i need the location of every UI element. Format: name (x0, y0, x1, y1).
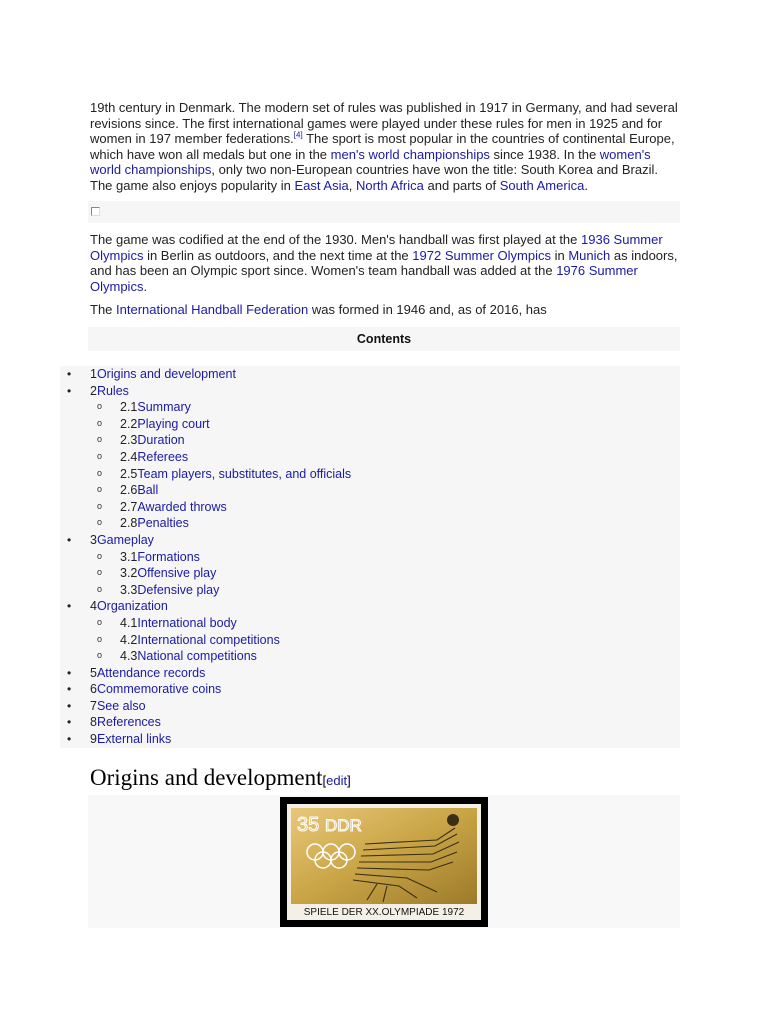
table-of-contents (60, 366, 680, 748)
broken-image-icon (91, 207, 100, 216)
citation-link[interactable]: [4] (293, 130, 303, 140)
toc-item[interactable] (60, 681, 680, 698)
intro-paragraph-3 (90, 302, 682, 318)
inline-link[interactable]: North Africa (355, 177, 424, 193)
inline-link[interactable]: South America (499, 177, 585, 193)
toc-link[interactable]: Referees (137, 449, 189, 464)
toc-number: 4.2 (120, 632, 138, 647)
section-heading-origins (90, 763, 680, 798)
toc-item[interactable] (60, 515, 680, 532)
intro-paragraph-2 (90, 232, 682, 294)
toc-item[interactable] (60, 598, 680, 615)
inline-link[interactable]: Munich (568, 247, 611, 263)
toc-link[interactable]: Playing court (137, 416, 210, 431)
toc-number: 4.1 (120, 615, 138, 630)
toc-item[interactable] (60, 731, 680, 748)
image-placeholder-bar (88, 201, 680, 223)
toc-link[interactable]: International body (137, 615, 237, 630)
toc-item[interactable] (60, 549, 680, 566)
section-heading-text: Origins and development (90, 765, 323, 790)
stamp-country: DDR (325, 816, 362, 835)
toc-link[interactable]: Attendance records (96, 665, 206, 680)
paragraph-text: since 1938. In the (489, 146, 600, 162)
edit-section-link[interactable]: [edit] (322, 773, 351, 788)
paragraph-text: The (90, 302, 117, 317)
paragraph-text: The sport is most popular in the countries of continental Europe, which have won all medals but one in the (90, 131, 675, 162)
toc-item[interactable] (60, 615, 680, 632)
toc-number: 9 (90, 732, 97, 747)
toc-link[interactable]: References (96, 715, 161, 730)
toc-item[interactable] (60, 432, 680, 449)
toc-link[interactable]: Defensive play (137, 582, 220, 597)
toc-item[interactable] (60, 532, 680, 549)
toc-link[interactable]: Organization (96, 599, 168, 614)
toc-link[interactable]: Summary (137, 400, 191, 415)
paragraph-text: as indoors, and has been an Olympic sport since. Women's team handball was added at the (90, 247, 678, 278)
toc-number: 2.3 (120, 433, 138, 448)
toc-item[interactable] (60, 466, 680, 483)
toc-link[interactable]: Awarded throws (137, 499, 227, 514)
toc-link[interactable]: Ball (137, 483, 159, 498)
toc-link[interactable]: International competitions (137, 632, 280, 647)
toc-item[interactable] (60, 416, 680, 433)
toc-link[interactable]: See also (96, 698, 146, 713)
inline-link[interactable]: East Asia (294, 177, 349, 193)
toc-item[interactable] (60, 499, 680, 516)
toc-link[interactable]: External links (96, 732, 172, 747)
toc-link[interactable]: Gameplay (96, 532, 154, 547)
toc-number: 4.3 (120, 649, 138, 664)
paragraph-text: and parts of (423, 177, 500, 193)
toc-item[interactable] (60, 698, 680, 715)
toc-number: 2.7 (120, 499, 138, 514)
stamp-artwork (287, 804, 481, 920)
toc-number: 2.6 (120, 483, 138, 498)
inline-link[interactable]: 1972 Summer Olympics (412, 247, 551, 263)
inline-link[interactable]: 1976 Summer Olympics (90, 263, 638, 294)
toc-number: 2.4 (120, 449, 138, 464)
toc-number: 2.5 (120, 466, 138, 481)
inline-link[interactable]: International Handball Federation (116, 302, 309, 317)
toc-item[interactable] (60, 665, 680, 682)
toc-link[interactable]: Commemorative coins (96, 682, 222, 697)
toc-number: 7 (90, 698, 97, 713)
toc-number: 1 (90, 367, 97, 381)
ball-icon (447, 814, 459, 826)
paragraph-text: in Berlin as outdoors, and the next time at the (143, 247, 413, 263)
paragraph-text: in (551, 247, 569, 263)
toc-link[interactable]: Offensive play (137, 566, 217, 581)
toc-item[interactable] (60, 399, 680, 416)
paragraph-text: . (584, 177, 588, 193)
toc-item[interactable] (60, 648, 680, 665)
paragraph-text: was formed in 1946 and, as of 2016, has (308, 302, 547, 317)
toc-number: 6 (90, 682, 97, 697)
inline-link[interactable]: women's world championships (90, 146, 651, 177)
toc-number: 2 (90, 383, 97, 398)
ddr-olympic-stamp-image[interactable] (280, 797, 488, 927)
stamp-value: 35 (297, 814, 320, 836)
toc-link[interactable]: Duration (137, 433, 185, 448)
toc-item[interactable] (60, 565, 680, 582)
toc-number: 3.2 (120, 566, 138, 581)
toc-link[interactable]: Origins and development (96, 367, 236, 381)
contents-title: Contents (88, 327, 680, 351)
toc-item[interactable] (60, 714, 680, 731)
paragraph-text: , only two non-European countries have won the title: South Korea and Brazil. The game also enjoys popularity in (90, 162, 659, 193)
paragraph-text: . (143, 278, 148, 294)
inline-link[interactable]: 1936 Summer Olympics (90, 232, 663, 263)
intro-paragraph-1 (90, 100, 682, 193)
toc-number: 2.2 (120, 416, 138, 431)
paragraph-text: , (348, 177, 356, 193)
toc-number: 3.3 (120, 582, 138, 597)
citation (294, 131, 303, 140)
edit-link[interactable]: edit (326, 773, 348, 788)
toc-number: 8 (90, 715, 97, 730)
paragraph-text: The game was codified at the end of the 1930. Men's handball was first played at the (90, 232, 582, 247)
toc-number: 2.1 (120, 400, 138, 415)
toc-item[interactable] (60, 383, 680, 400)
toc-number: 4 (90, 599, 97, 614)
toc-item[interactable] (60, 482, 680, 499)
toc-item[interactable] (60, 366, 680, 383)
toc-item[interactable] (60, 582, 680, 599)
toc-number: 3.1 (120, 549, 138, 564)
toc-item[interactable] (60, 449, 680, 466)
toc-link[interactable]: Penalties (137, 516, 189, 531)
toc-link[interactable]: Team players, substitutes, and officials (137, 466, 352, 481)
toc-link[interactable]: National competitions (137, 649, 257, 664)
toc-number: 2.8 (120, 516, 138, 531)
toc-link[interactable]: Rules (96, 383, 129, 398)
toc-link[interactable]: Formations (137, 549, 200, 564)
toc-item[interactable] (60, 632, 680, 649)
toc-number: 5 (90, 665, 97, 680)
toc-number: 3 (90, 532, 97, 547)
inline-link[interactable]: men's world championships (330, 146, 490, 162)
stamp-caption: SPIELE DER XX.OLYMPIADE 1972 (303, 907, 465, 918)
paragraph-text: 19th century in Denmark. The modern set of rules was published in 1917 in Germany, and had several revisions since. The first international games were played under these rules for men in 1925 and for women in 197 member federations. (90, 100, 678, 146)
